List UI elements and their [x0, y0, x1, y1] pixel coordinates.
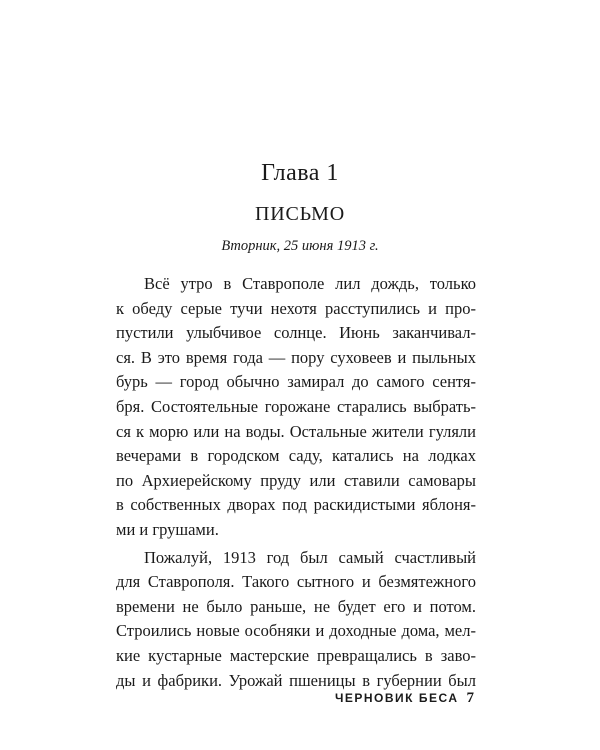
text-line: в собственных дворах под раскидистыми яблоня-	[116, 495, 476, 515]
chapter-dateline: Вторник, 25 июня 1913 г.	[221, 238, 379, 254]
text-line: пустили улыбчивое солнце. Июнь заканчивал-	[116, 323, 476, 343]
text-line: ся. В это время года — пору суховеев и пыльных	[116, 347, 476, 367]
text-line: времени не было раньше, не будет его и потом.	[116, 596, 476, 616]
page-number: 7	[466, 690, 474, 706]
text-line: ми и грушами.	[116, 519, 219, 539]
text-line: по Архиерейскому пруду или ставили самовары	[116, 470, 476, 490]
text-line: ся к морю или на воды. Остальные жители гуляли	[116, 421, 476, 441]
text-line: Строились новые особняки и доходные дома, мел-	[116, 621, 476, 641]
text-line: Всё утро в Ставрополе лил дождь, только	[144, 274, 476, 293]
text-line: к обеду серые тучи нехотя расступились и про-	[116, 298, 476, 318]
running-title: ЧЕРНОВИК БЕСА	[334, 691, 459, 705]
chapter-title: ПИСЬМО	[255, 203, 345, 225]
text-line: бря. Состоятельные горожане старались выбрать-	[116, 396, 476, 416]
text-line: ды и фабрики. Урожай пшеницы в губернии был	[116, 670, 476, 690]
text-line: бурь — город обычно замирал до самого сентя-	[116, 372, 476, 392]
chapter-number: Глава 1	[261, 160, 339, 186]
page-footer	[335, 690, 474, 707]
text-line: для Ставрополя. Такого сытного и безмятежного	[116, 572, 476, 592]
body-text	[116, 272, 476, 693]
text-line: Пожалуй, 1913 год был самый счастливый	[144, 547, 476, 567]
text-line: вечерами в городском саду, катались на лодках	[116, 446, 476, 466]
text-line: кие кустарные мастерские превращались в заво-	[116, 645, 476, 665]
